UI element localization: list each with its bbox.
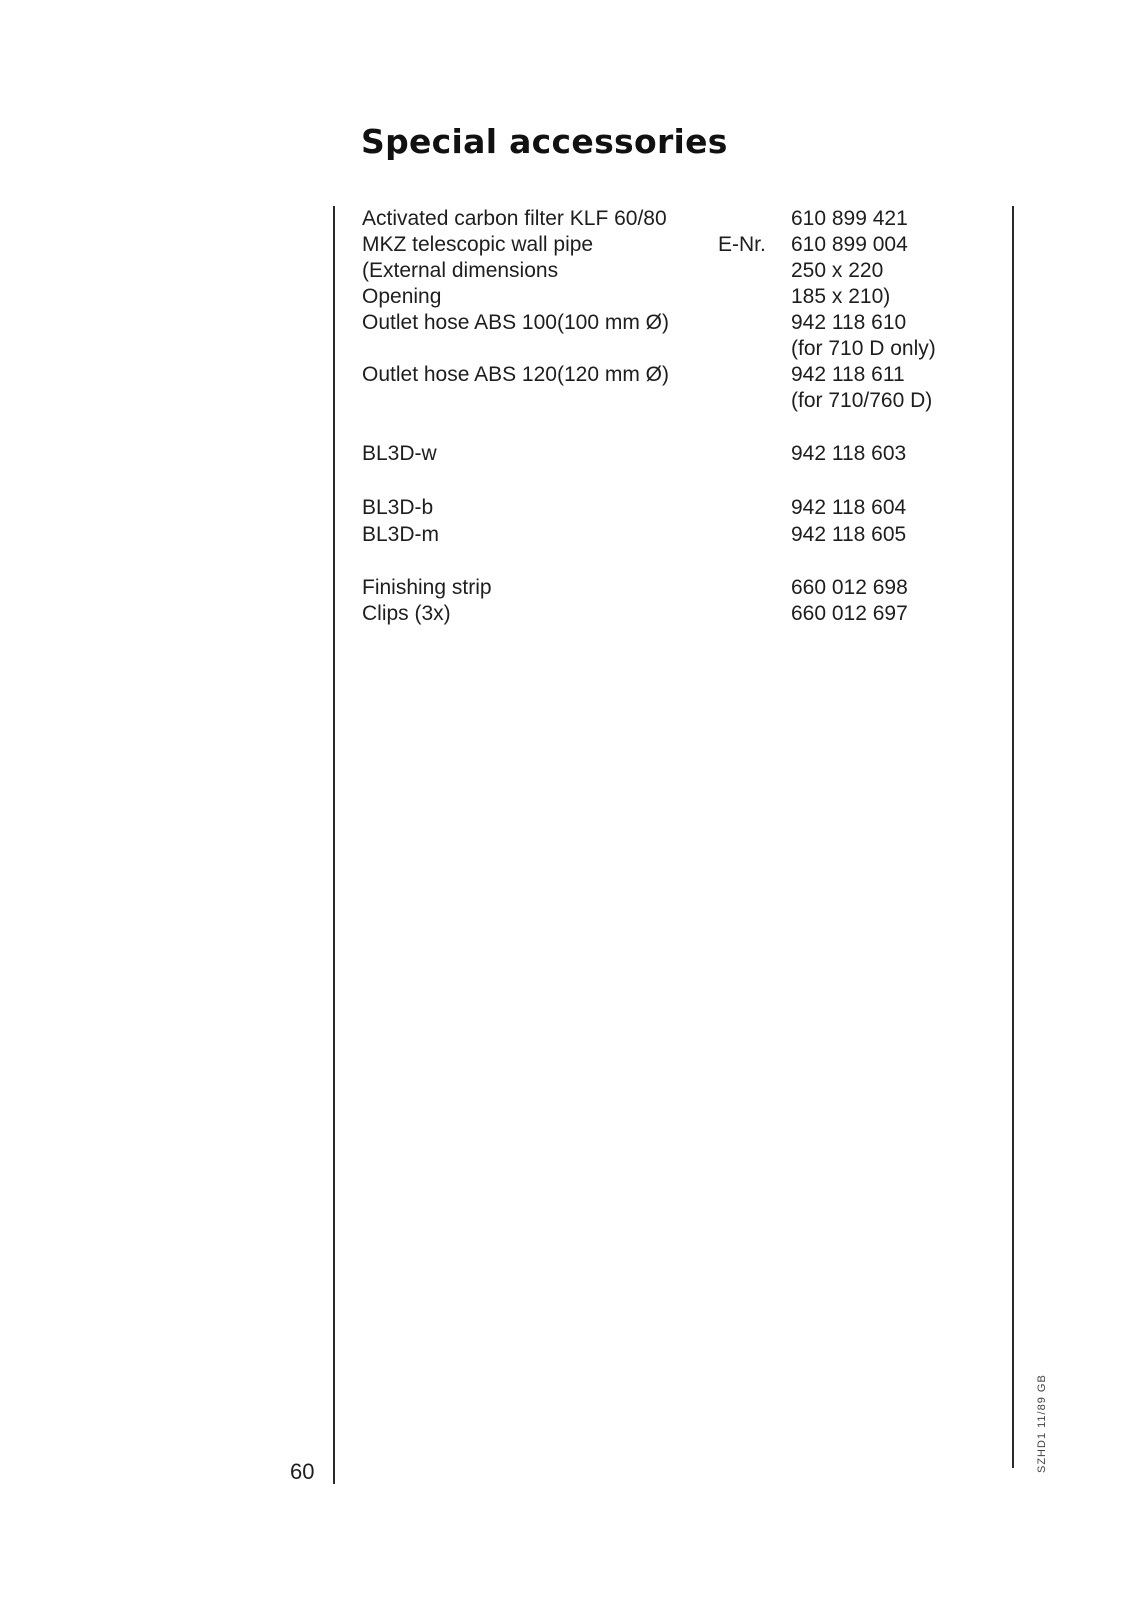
row-description: BL3D-m xyxy=(362,523,440,546)
page-number: 60 xyxy=(290,1459,315,1484)
row-part-number: 942 118 603 xyxy=(791,442,907,465)
row-part-number: 942 118 610 xyxy=(791,311,907,334)
row-part-number: 610 899 004 xyxy=(791,233,908,256)
row-part-number: 942 118 605 xyxy=(791,523,907,546)
row-note: (for 710 D only) xyxy=(791,337,936,360)
row-description: Opening xyxy=(362,285,442,308)
row-note: (for 710/760 D) xyxy=(791,389,933,412)
row-part-number: 610 899 421 xyxy=(791,207,908,230)
row-part-number: 942 118 611 xyxy=(791,363,905,386)
row-dimension: 185 x 210) xyxy=(791,285,891,308)
left-margin-rule xyxy=(333,206,335,1484)
row-dimension: 250 x 220 xyxy=(791,259,884,282)
row-description: MKZ telescopic wall pipe xyxy=(362,233,594,256)
row-description: (External dimensions xyxy=(362,259,559,282)
row-description: Outlet hose ABS 120(120 mm Ø) xyxy=(362,363,669,386)
row-description: Finishing strip xyxy=(362,576,492,599)
row-description: Outlet hose ABS 100(100 mm Ø) xyxy=(362,311,669,334)
e-nr-label: E-Nr. xyxy=(718,233,766,256)
row-description: BL3D-b xyxy=(362,496,434,519)
row-part-number: 942 118 604 xyxy=(791,496,907,519)
row-part-number: 660 012 697 xyxy=(791,602,908,625)
row-description: BL3D-w xyxy=(362,442,437,465)
right-margin-rule xyxy=(1012,206,1014,1468)
row-description: Activated carbon filter KLF 60/80 xyxy=(362,207,667,230)
page-title: Special accessories xyxy=(361,122,728,161)
row-part-number: 660 012 698 xyxy=(791,576,908,599)
document-code: SZHD1 11/89 GB xyxy=(1036,1374,1048,1473)
row-description: Clips (3x) xyxy=(362,602,451,625)
